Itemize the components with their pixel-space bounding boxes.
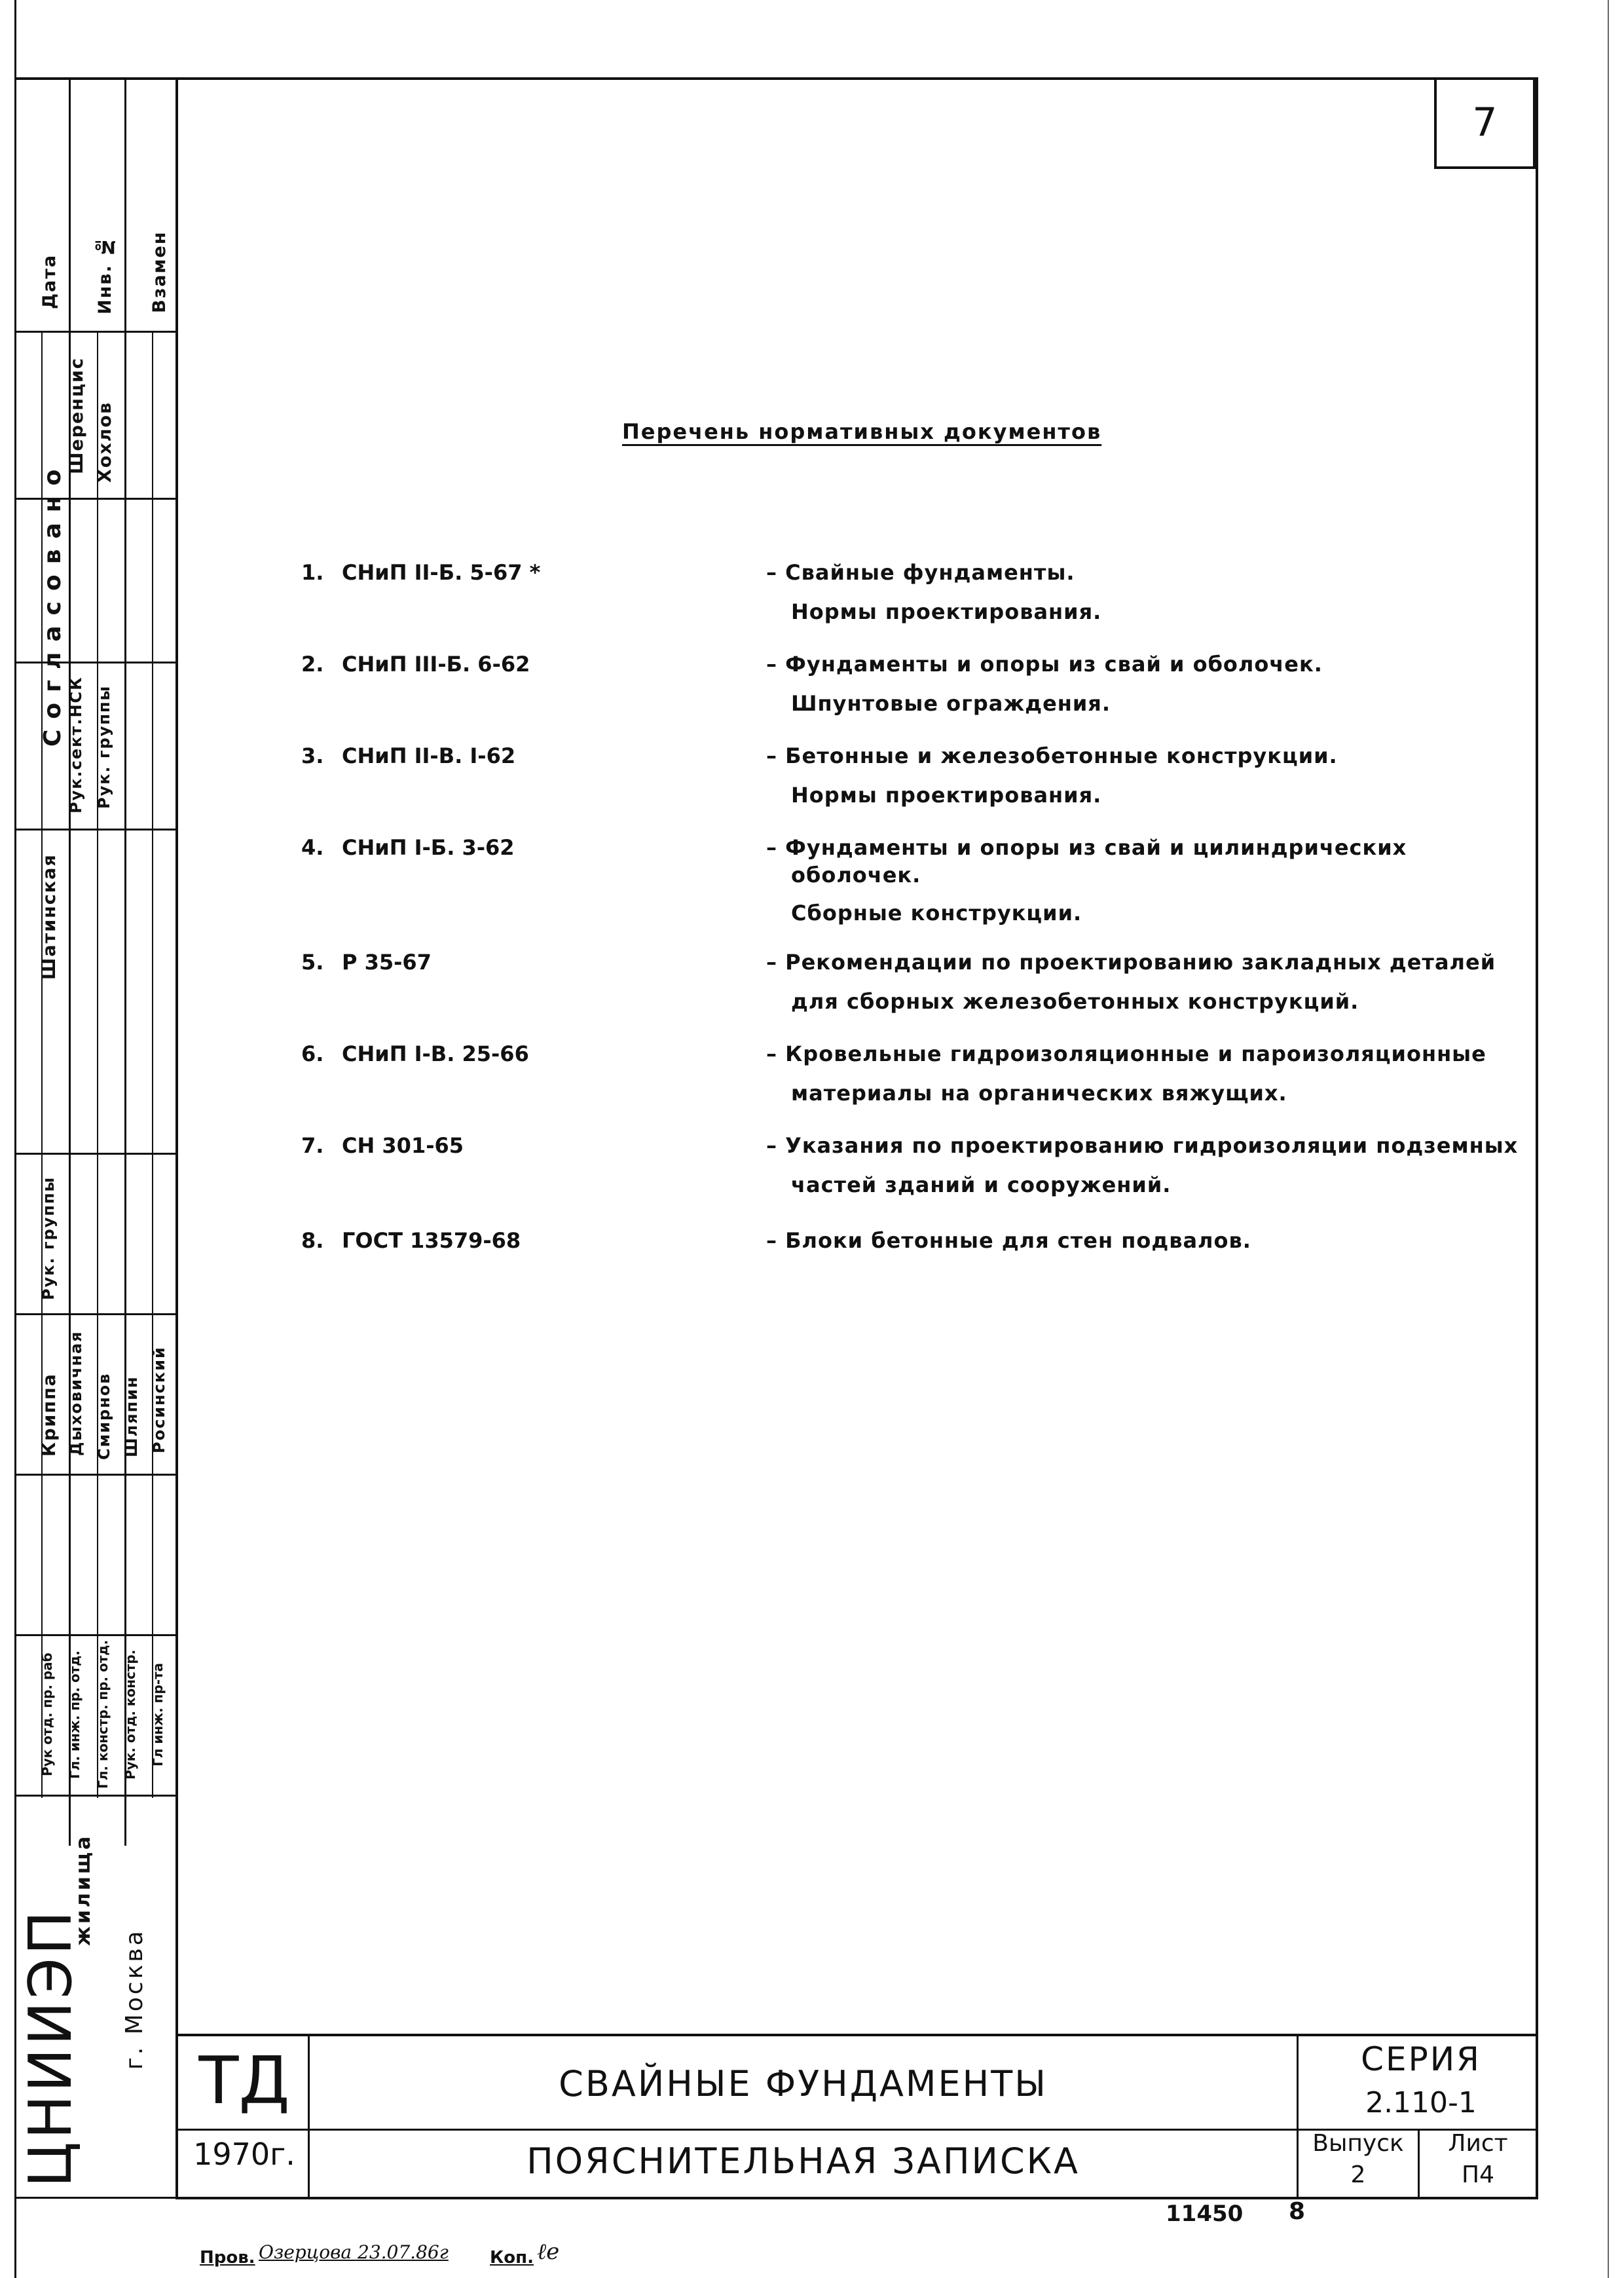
tb-title1: СВАЙНЫЕ ФУНДАМЕНТЫ	[559, 2063, 1048, 2104]
doc-description-line2: для сборных железобетонных конструкций.	[791, 989, 1359, 1014]
doc-description-line2: Сборные конструкции.	[791, 901, 1082, 925]
frame-left	[175, 77, 178, 2199]
doc-code: Р 35-67	[342, 950, 432, 975]
sidebar-ruk-gruppy: Рук. группы	[95, 684, 113, 809]
doc-description-cont: оболочек.	[791, 863, 921, 887]
doc-number-2: 2.	[301, 652, 324, 677]
doc-description-line2: Нормы проектирования.	[791, 599, 1102, 624]
page-number: 7	[1434, 77, 1536, 169]
prov-signature: Озерцова 23.07.86г	[259, 2241, 449, 2263]
sheet-number: 8	[1289, 2198, 1306, 2225]
page-edge-right	[1608, 0, 1609, 2278]
sidebar-org-sub: жилища	[72, 1833, 95, 1946]
sidebar-rosinsky: Росинский	[150, 1346, 168, 1454]
sidebar-pos1: Рук отд. пр. раб	[39, 1652, 55, 1776]
page-title: Перечень нормативных документов	[622, 419, 1102, 444]
tb-list-value: П4	[1462, 2161, 1494, 2188]
sidebar-inv: Инв. №	[95, 235, 115, 315]
sheet-edge-bottom	[14, 2197, 178, 2199]
doc-description-line2: материалы на органических вяжущих.	[791, 1081, 1287, 1106]
sidebar-pos2: Гл. инж. пр. отд.	[67, 1650, 83, 1779]
prov-label: Пров.	[200, 2248, 255, 2268]
sidebar-krippa: Криппа	[39, 1373, 60, 1457]
doc-number-7: 7.	[301, 1133, 324, 1158]
doc-number: 11450	[1166, 2201, 1244, 2227]
tb-seria-value: 2.110-1	[1365, 2086, 1477, 2119]
sidebar-hohlov: Хохлов	[95, 401, 115, 483]
doc-code: СН 301-65	[342, 1133, 464, 1158]
tb-seria-label: СЕРИЯ	[1361, 2040, 1481, 2078]
sidebar-sherenc: Шеренцис	[67, 357, 87, 475]
frame-top	[175, 77, 1538, 80]
doc-description: – Фундаменты и опоры из свай и цилиндрических	[766, 835, 1407, 860]
doc-description: – Указания по проектированию гидроизоляции подземных	[766, 1133, 1519, 1158]
sidebar-smirnov: Смирнов	[95, 1372, 113, 1461]
doc-description: – Бетонные и железобетонные конструкции.	[766, 743, 1338, 768]
doc-number-3: 3.	[301, 743, 324, 768]
sidebar-pos5: Гл инж. пр-та	[150, 1662, 166, 1766]
doc-number-1: 1.	[301, 560, 324, 585]
doc-description: – Фундаменты и опоры из свай и оболочек.	[766, 652, 1323, 677]
doc-description: – Блоки бетонные для стен подвалов.	[766, 1228, 1251, 1253]
tb-list-label: Лист	[1448, 2130, 1508, 2157]
doc-description-line2: Шпунтовые ограждения.	[791, 691, 1111, 716]
tb-vypusk-value: 2	[1350, 2161, 1366, 2188]
doc-description: – Рекомендации по проектированию закладных деталей	[766, 950, 1496, 975]
sidebar-pos3: Гл. констр. пр. отд.	[95, 1639, 111, 1789]
kop-label: Коп.	[490, 2248, 534, 2268]
doc-code: СНиП III-Б. 6-62	[342, 652, 530, 677]
sidebar-city: г. Москва	[121, 1928, 148, 2070]
tb-vypusk-label: Выпуск	[1312, 2130, 1404, 2157]
sidebar-pos4: Рук. отд. констр.	[122, 1649, 138, 1780]
tb-td: ТД	[198, 2042, 290, 2119]
doc-description-line2: Нормы проектирования.	[791, 783, 1102, 808]
doc-number-8: 8.	[301, 1228, 324, 1253]
doc-number-6: 6.	[301, 1041, 324, 1066]
sidebar-ruk-sekt: Рук.сект.НСК	[67, 676, 85, 814]
doc-number-5: 5.	[301, 950, 324, 975]
doc-number-4: 4.	[301, 835, 324, 860]
doc-code: СНиП II-Б. 5-67 *	[342, 560, 541, 585]
sidebar-shatinskaya: Шатинская	[39, 853, 60, 980]
doc-description-line2: частей зданий и сооружений.	[791, 1172, 1172, 1197]
sidebar-shlyapin: Шляпин	[122, 1375, 141, 1457]
sidebar-soglasovano: Согласовано	[39, 458, 66, 747]
frame-right	[1536, 77, 1538, 2199]
sidebar-ruk-gruppy2: Рук. группы	[39, 1176, 58, 1300]
sidebar-data: Дата	[39, 253, 60, 310]
frame-bottom	[175, 2197, 1538, 2199]
doc-code: СНиП II-В. I-62	[342, 743, 516, 768]
doc-code: СНиП I-В. 25-66	[342, 1041, 529, 1066]
doc-code: ГОСТ 13579-68	[342, 1228, 521, 1253]
doc-description: – Кровельные гидроизоляционные и пароизоляционные	[766, 1041, 1486, 1066]
sidebar-dyhovichnaya: Дыховичная	[67, 1330, 85, 1457]
tb-year: 1970г.	[193, 2137, 295, 2172]
sidebar-vzamen: Взамен	[149, 231, 170, 313]
tb-title2: ПОЯСНИТЕЛЬНАЯ ЗАПИСКА	[526, 2140, 1080, 2182]
kop-signature-mark: ℓe	[537, 2239, 560, 2265]
sidebar-org: ЦНИИЭП	[16, 1908, 85, 2188]
doc-code: СНиП I-Б. 3-62	[342, 835, 515, 860]
doc-description: – Свайные фундаменты.	[766, 560, 1075, 585]
